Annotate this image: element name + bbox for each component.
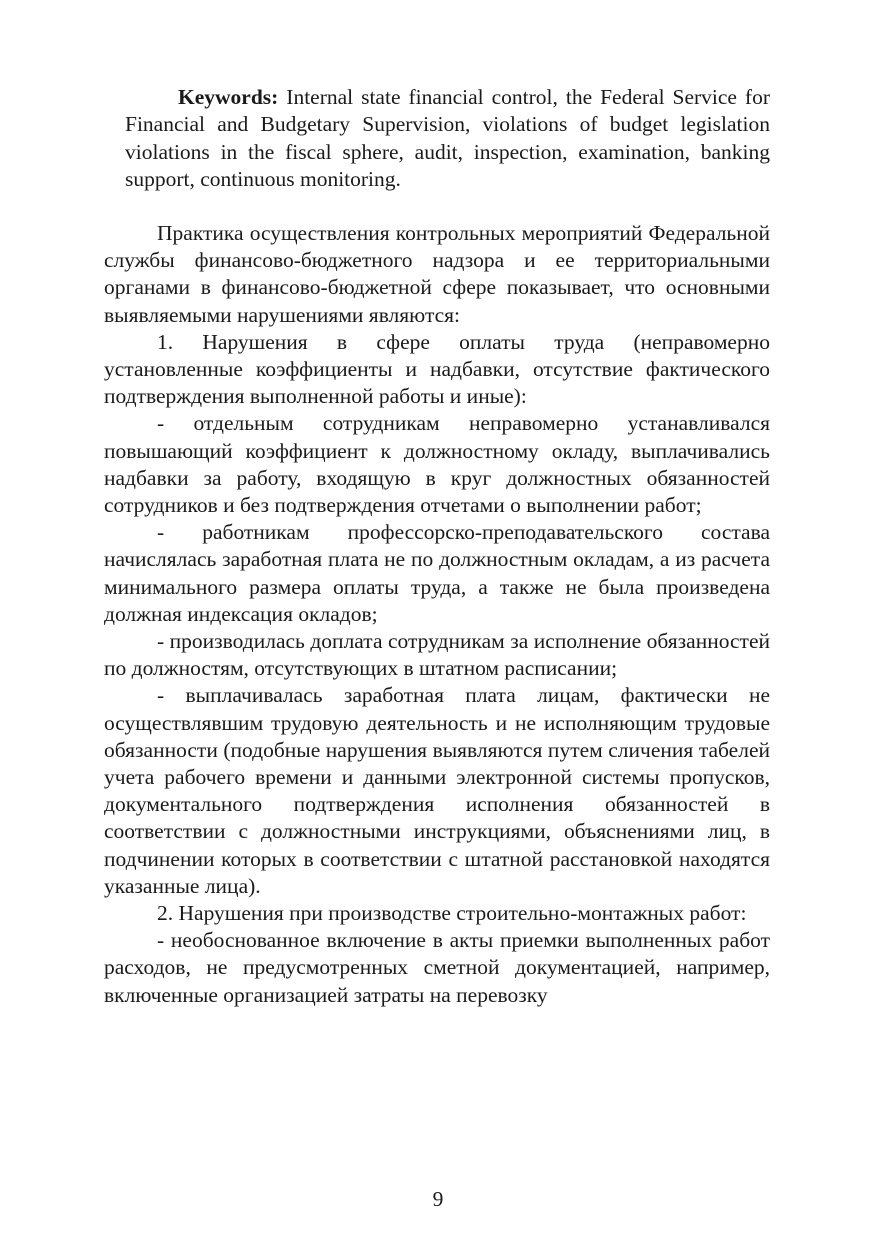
paragraph-item-2: 2. Нарушения при производстве строительно-монтажных работ: bbox=[157, 901, 747, 926]
page-number: 9 bbox=[432, 1187, 444, 1211]
keywords-paragraph bbox=[125, 84, 770, 193]
paragraph-bullet-coefficients: - отдельным сотрудникам неправомерно устанавливался повышающий коэффициент к должностному окладу, выплачивались надбавки за работу, входящую в круг должностных обязанностей сотрудников и без подтверждения отчетами о выполнении работ; bbox=[104, 411, 770, 518]
paragraph-bullet-salary-paid: - выплачивалась заработная плата лицам, фактически не осуществлявшим трудовую деятельность и не исполняющим трудовые обязанности (подобные нарушения выявляются путем сличения табелей учета рабочего времени и данными электронной системы пропусков, документального подтверждения исполнения обязанностей в соответствии с должностными инструкциями, объяснениями лиц, в подчинении которых в соответствии с штатной расстановкой находятся указанные лица). bbox=[104, 683, 770, 898]
keywords-text: Internal state financial control, the Federal Service for Financial and Budgetary Supervision, violations of budget legislation violations in the fiscal sphere, audit, inspection, examination, banking support, continuous monitoring. bbox=[125, 85, 770, 191]
paragraph-item-1: 1. Нарушения в сфере оплаты труда (неправомерно установленные коэффициенты и надбавки, отсутствие фактического подтверждения выполненной работы и иные): bbox=[104, 329, 770, 409]
paragraph-intro: Практика осуществления контрольных мероприятий Федеральной службы финансово-бюджетного надзора и ее территориальными органами в финансово-бюджетной сфере показывает, что основными выявляемыми нарушениями являются: bbox=[104, 221, 770, 327]
paragraph-bullet-teaching-staff: - работникам профессорско-преподавательского состава начислялась заработная плата не по должностным окладам, а из расчета минимального размера оплаты труда, а также не была произведена должная индексация окладов; bbox=[104, 520, 770, 626]
paragraph-bullet-extra-pay: - производилась доплата сотрудникам за исполнение обязанностей по должностям, отсутствующих в штатном расписании; bbox=[104, 629, 770, 681]
body-text bbox=[104, 220, 770, 1009]
keywords-label: Keywords: bbox=[178, 85, 279, 109]
paragraph-bullet-construction: - необоснованное включение в акты приемки выполненных работ расходов, не предусмотренных сметной документацией, например, включенные организацией затраты на перевозку bbox=[104, 928, 770, 1007]
